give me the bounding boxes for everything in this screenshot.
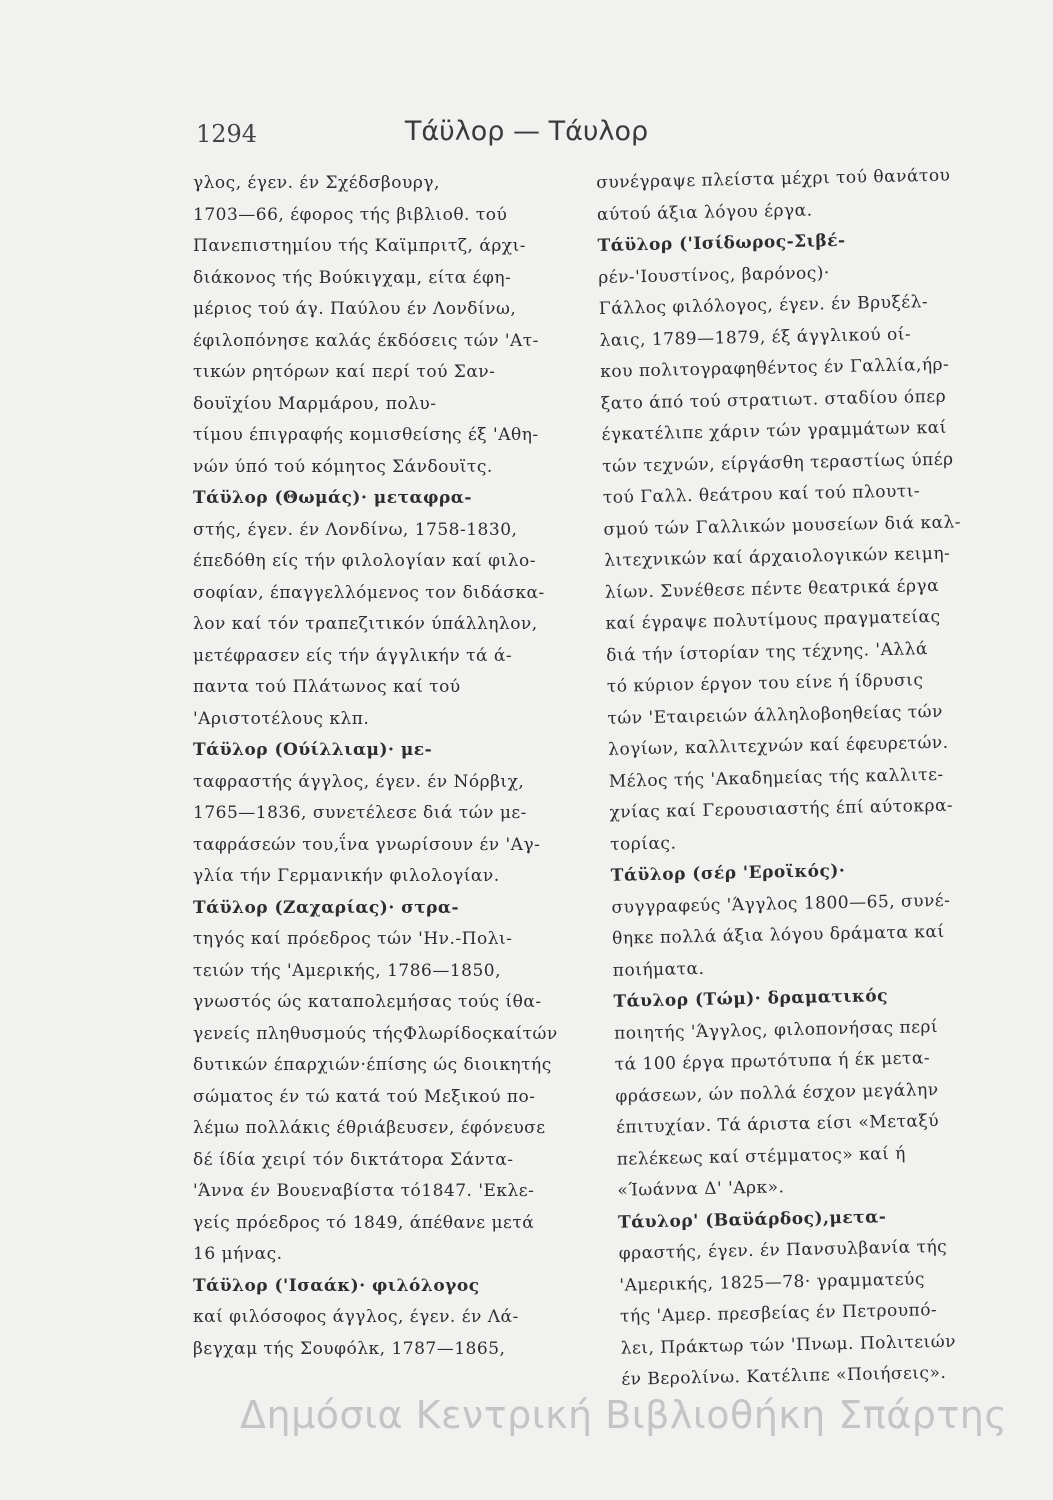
right-column-line: λογίων, καλλιτεχνών καί έφευρετών. bbox=[607, 732, 949, 760]
right-column-line: λαις, 1789—1879, έξ άγγλικού οί- bbox=[599, 323, 912, 351]
library-watermark: Δημόσια Κεντρική Βιβλιοθήκη Σπάρτης bbox=[240, 1393, 1008, 1437]
left-column-line: σώματος έν τώ κατά τού Μεξικού πο- bbox=[193, 1086, 536, 1107]
left-column-line: τίμου έπιγραφής κομισθείσης έξ 'Αθη- bbox=[193, 425, 539, 445]
left-column-line: έπεδόθη είς τήν φιλολογίαν καί φιλο- bbox=[193, 551, 536, 571]
right-column-line: τορίας. bbox=[609, 832, 677, 855]
right-column-line: ποιήματα. bbox=[612, 958, 705, 981]
left-column bbox=[193, 168, 568, 1365]
right-column-line: Γάλλος φιλόλογος, έγεν. έν Βρυξέλ- bbox=[598, 292, 929, 319]
left-column-line: δέ ίδία χειρί τόν δικτάτορα Σάντα- bbox=[193, 1149, 514, 1170]
right-column-line: αύτού άξια λόγου έργα. bbox=[596, 199, 813, 225]
right-column-line: Τάϋλορ ('Ισίδωρος-Σιβέ- bbox=[597, 230, 846, 256]
left-column-line: μετέφρασεν είς τήν άγγλικήν τά ά- bbox=[193, 645, 513, 666]
right-column-line: συγγραφεύς 'Άγγλος 1800—65, συνέ- bbox=[611, 890, 951, 918]
left-column-line: δυτικών έπαρχιών·έπίσης ώς διοικητής bbox=[193, 1055, 552, 1075]
left-column-line: 1765—1836, συνετέλεσε διά τών με- bbox=[193, 803, 527, 823]
left-column-line: Τάϋλορ (Ούίλλιαμ)· με- bbox=[193, 740, 433, 760]
right-column-line: φράσεων, ών πολλά έσχον μεγάλην bbox=[615, 1079, 939, 1107]
right-column-line: θηκε πολλά άξια λόγου δράματα καί bbox=[611, 921, 945, 949]
left-column-line: Τάϋλορ ('Ισαάκ)· φιλόλογος bbox=[193, 1275, 480, 1296]
left-column-line: Τάϋλορ (Θωμάς)· μεταφρα- bbox=[193, 488, 472, 508]
left-column-line: γείς πρόεδρος τό 1849, άπέθανε μετά bbox=[193, 1212, 535, 1233]
left-column-line: τηγός καί πρόεδρος τών 'Ην.-Πολι- bbox=[193, 929, 513, 949]
right-column-line: έγκατέλιπε χάριν τών γραμμάτων καί bbox=[601, 417, 948, 445]
right-column-line: συνέγραψε πλείστα μέχρι τού θανάτου bbox=[596, 165, 951, 193]
right-column-line: σμού τών Γαλλικών μουσείων διά καλ- bbox=[603, 511, 962, 540]
right-column-line: τών τεχνών, είργάσθη τεραστίως ύπέρ bbox=[602, 449, 954, 477]
left-column-line: τικών ρητόρων καί περί τού Σαν- bbox=[193, 362, 496, 382]
right-column-line: «Ίωάννα Δ' 'Αρκ». bbox=[617, 1177, 785, 1201]
left-column-line: διάκονος τής Βούκιγχαμ, είτα έφη- bbox=[193, 267, 512, 288]
left-column-line: 'Άννα έν Βουεναβίστα τό1847. 'Εκλε- bbox=[193, 1181, 535, 1201]
left-column-line: γλία τήν Γερμανικήν φιλολογίαν. bbox=[193, 866, 500, 886]
right-column-line: διά τήν ίστορίαν της τέχνης. 'Αλλά bbox=[606, 638, 929, 666]
right-column-line: τού Γαλλ. θεάτρου καί τού πλουτι- bbox=[602, 481, 921, 508]
left-column-line: καί φιλόσοφος άγγλος, έγεν. έν Λά- bbox=[193, 1307, 519, 1327]
right-column-line: έπιτυχίαν. Τά άριστα είσι «Μεταξύ bbox=[615, 1111, 940, 1138]
left-column-line: δουϊχίου Μαρμάρου, πολυ- bbox=[193, 393, 437, 414]
left-column-line: γενείς πληθυσμούς τήςΦλωρίδοςκαίτών bbox=[193, 1023, 558, 1044]
left-column-line: λέμω πολλάκις έθριάβευσεν, έφόνευσε bbox=[193, 1118, 546, 1138]
right-column-line: φραστής, έγεν. έν Πανσυλβανία τής bbox=[618, 1236, 948, 1264]
left-column-line: 'Αριστοτέλους κλπ. bbox=[193, 708, 370, 729]
left-column-line: στής, έγεν. έν Λονδίνω, 1758-1830, bbox=[193, 519, 518, 540]
right-column-line: τό κύριον έργον του είνε ή ίδρυσις bbox=[606, 670, 924, 697]
left-column-line: ταφράσεών του,ΐνα γνωρίσουν έν 'Αγ- bbox=[193, 834, 541, 855]
left-column-line: Πανεπιστημίου τής Καϊμπριτζ, άρχι- bbox=[193, 236, 527, 256]
left-column-line: νών ύπό τού κόμητος Σάνδουϊτς. bbox=[193, 456, 493, 477]
right-column-line: έν Βερολίνω. Κατέλιπε «Ποιήσεις». bbox=[621, 1362, 947, 1390]
right-column-line: λει, Πράκτωρ τών 'Πνωμ. Πολιτειών bbox=[620, 1331, 957, 1359]
right-column bbox=[596, 160, 992, 1396]
right-column-line: ποιητής 'Άγγλος, φιλοπονήσας περί bbox=[613, 1016, 939, 1044]
right-column-line: τής 'Αμερ. πρεσβείας έν Πετρουπό- bbox=[619, 1300, 938, 1327]
left-column-line: 16 μήνας. bbox=[193, 1244, 283, 1264]
left-column-line: 1703—66, έφορος τής βιβλιοθ. τού bbox=[193, 204, 508, 225]
left-column-line: μέριος τού άγ. Παύλου έν Λονδίνω, bbox=[193, 299, 517, 319]
left-column-line: ταφραστής άγγλος, έγεν. έν Νόρβιχ, bbox=[193, 771, 525, 792]
right-column-line: λίων. Συνέθεσε πέντε θεατρικά έργα bbox=[604, 575, 940, 603]
left-column-line: βεγχαμ τής Σουφόλκ, 1787—1865, bbox=[193, 1338, 506, 1359]
left-column-line: Τάϋλορ (Ζαχαρίας)· στρα- bbox=[193, 897, 460, 918]
left-column-line: λον καί τόν τραπεζιτικόν ύπάλληλον, bbox=[193, 614, 538, 634]
right-column-line: καί έγραψε πολυτίμους πραγματείας bbox=[605, 606, 941, 634]
right-column-line: κου πολιτογραφηθέντος έν Γαλλία,ήρ- bbox=[600, 354, 950, 382]
page-number: 1294 bbox=[196, 120, 258, 148]
right-column-line: τά 100 έργα πρωτότυπα ή έκ μετα- bbox=[614, 1048, 931, 1075]
left-column-line: γλος, έγεν. έν Σχέδσβουργ, bbox=[193, 173, 440, 193]
right-column-line: Τάυλορ' (Βαϋάρδος),μετα- bbox=[617, 1206, 887, 1233]
right-column-line: ξατο άπό τού στρατιωτ. σταδίου όπερ bbox=[600, 386, 947, 414]
running-head: Τάϋλορ — Τάυλορ bbox=[404, 116, 649, 147]
right-column-line: Μέλος τής 'Ακαδημείας τής καλλιτε- bbox=[608, 764, 944, 792]
right-column-line: ρέν-'Ιουστίνος, βαρόνος)· bbox=[598, 262, 831, 288]
right-column-line: Τάϋλορ (σέρ 'Εροϊκός)· bbox=[610, 860, 846, 886]
right-column-line: λιτεχνικών καί άρχαιολογικών κειμη- bbox=[604, 543, 951, 571]
right-column-line: χνίας καί Γερουσιαστής έπί αύτοκρα- bbox=[609, 795, 954, 823]
right-column-line: τών 'Εταιρειών άλληλοβοηθείας τών bbox=[607, 701, 944, 729]
left-column-line: τειών τής 'Αμερικής, 1786—1850, bbox=[193, 960, 502, 981]
right-column-line: Τάυλορ (Τώμ)· δραματικός bbox=[613, 986, 889, 1012]
right-column-line: πελέκεως καί στέμματος» καί ή bbox=[616, 1143, 907, 1170]
left-column-line: παντα τού Πλάτωνος καί τού bbox=[193, 677, 461, 697]
left-column-line: γνωστός ώς καταπολεμήσας τούς ίθα- bbox=[193, 992, 542, 1012]
right-column-line: 'Αμερικής, 1825—78· γραμματεύς bbox=[619, 1268, 926, 1296]
left-column-line: έφιλοπόνησε καλάς έκδόσεις τών 'Ατ- bbox=[193, 330, 539, 351]
left-column-line: σοφίαν, έπαγγελλόμενος τον διδάσκα- bbox=[193, 582, 545, 603]
